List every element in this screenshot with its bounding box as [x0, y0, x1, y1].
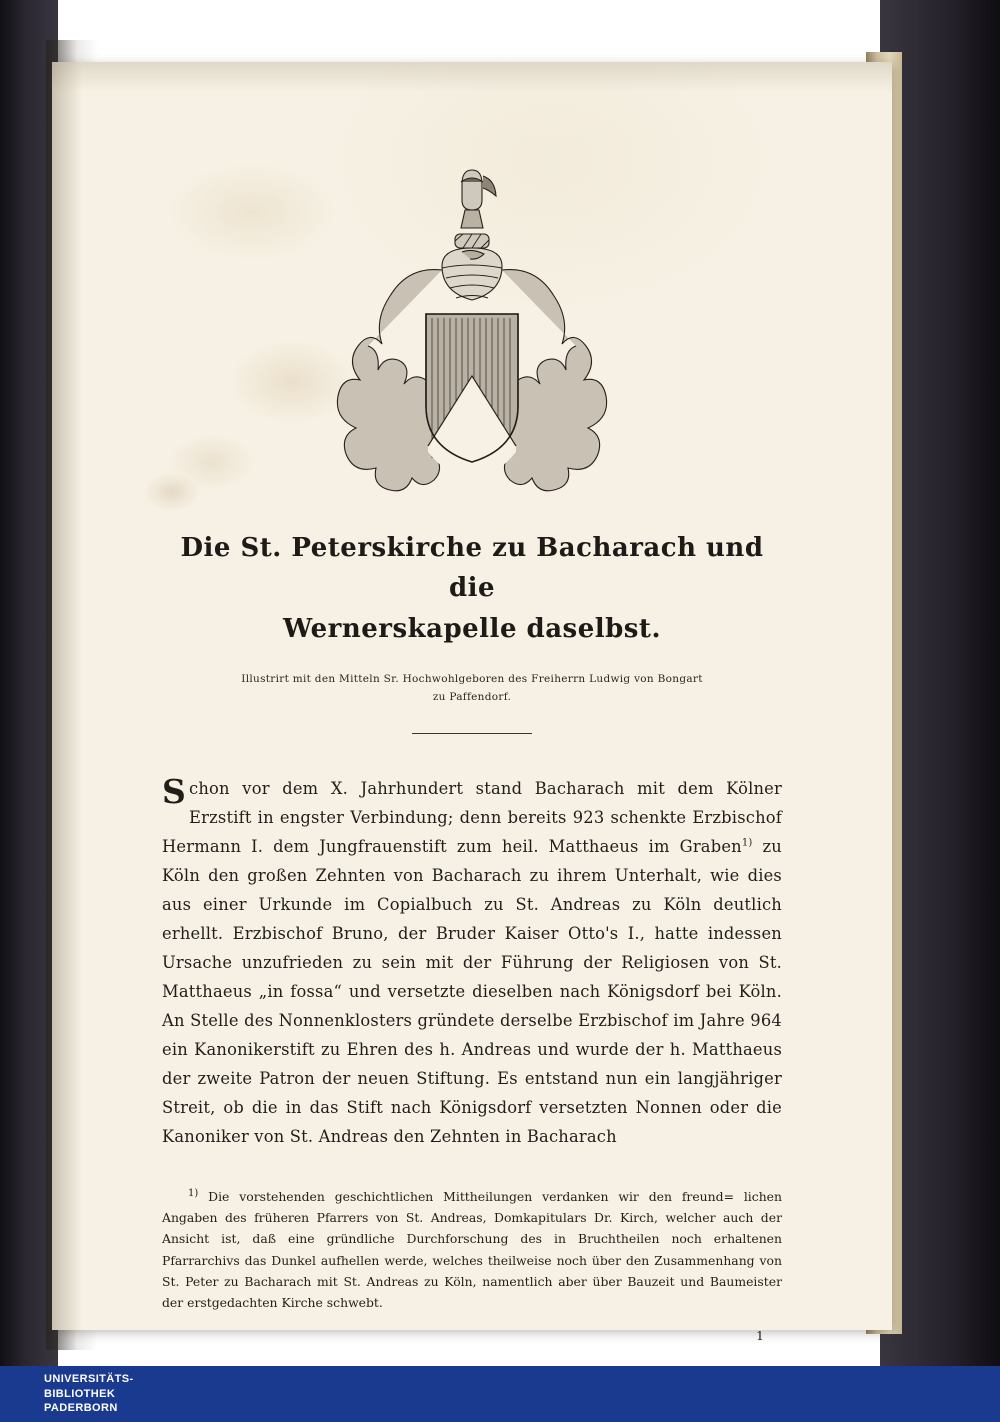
horizontal-rule — [412, 733, 532, 734]
coat-of-arms-icon — [322, 164, 622, 494]
body-text-after-footnote: zu Köln den großen Zehnten von Bacharach zu ihrem Unterhalt, wie dies aus einer Urkunde im Copialbuch zu St. Andreas zu Köln deutlich erhellt. Erzbischof Bruno, der Bruder Kaiser Otto's I., hatte indessen Ursache unzufrieden zu sein mit der Führung der Religiosen von St. Matthaeus „in fossa“ und versetzte dieselben nach Königsdorf bei Köln. An Stelle des Nonnenklosters gründete derselbe Erzbischof im Jahre 964 ein Kanonikerstift zu Ehren des h. Andreas und wurde der h. Matthaeus der zweite Patron der neuen Stiftung. Es entstand nun ein langjähriger Streit, ob die in das Stift nach Königsdorf versetzten Nonnen oder die Kanoniker von St. Andreas den Zehnten in Bacharach — [162, 836, 782, 1146]
document-page — [52, 62, 892, 1343]
dedication-line-2: zu Paffendorf. — [432, 690, 512, 703]
coat-of-arms-figure — [162, 164, 782, 494]
body-text-before-footnote: chon vor dem X. Jahrhundert stand Bacharach mit dem Kölner Erzstift in engster Verbindung; denn bereits 923 schenkte Erzbischof Hermann I. dem Jungfrauenstift zum heil. Matthaeus im Graben — [162, 778, 782, 856]
drop-cap: S — [162, 771, 187, 811]
footnote-reference[interactable]: 1) — [741, 837, 753, 849]
footnote-block — [162, 1185, 782, 1314]
library-watermark-text — [0, 1372, 134, 1416]
dedication-line-1: Illustrirt mit den Mitteln Sr. Hochwohlgeboren des Freiherrn Ludwig von Bongart — [241, 672, 703, 685]
title-line-1: Die St. Peterskirche zu Bacharach und die — [180, 533, 764, 604]
watermark-line-2: BIBLIOTHEK — [44, 1387, 116, 1400]
dedication-note — [162, 671, 782, 707]
library-watermark — [0, 1366, 1000, 1422]
title-line-2: Wernerskapelle daselbst. — [283, 613, 661, 644]
footnote-text: Die vorstehenden geschichtlichen Mittheilungen verdanken wir den freund= lichen Angaben des früheren Pfarrers von St. Andreas, Domkapitulars Dr. Kirch, welcher auch der Ansicht ist, daß eine gründliche Durchforschung des in Bruchtheilen noch erhaltenen Pfarrarchivs das Dunkel aufhellen werde, welches theilweise noch über den Zusammenhang von St. Peter zu Bacharach mit St. Andreas zu Köln, namentlich aber über Bauzeit und Baumeister der erstgedachten Kirche schwebt. — [162, 1188, 782, 1311]
page-inner-shadow — [52, 62, 82, 1330]
page-content — [162, 112, 782, 1343]
watermark-line-3: PADERBORN — [44, 1402, 118, 1415]
document-title — [162, 528, 782, 649]
footnote-number: 1) — [188, 1187, 199, 1199]
page-number: 1 — [756, 1327, 764, 1343]
watermark-line-1: UNIVERSITÄTS- — [44, 1373, 134, 1386]
page-top-shadow — [52, 62, 892, 92]
body-paragraph — [162, 771, 782, 1151]
